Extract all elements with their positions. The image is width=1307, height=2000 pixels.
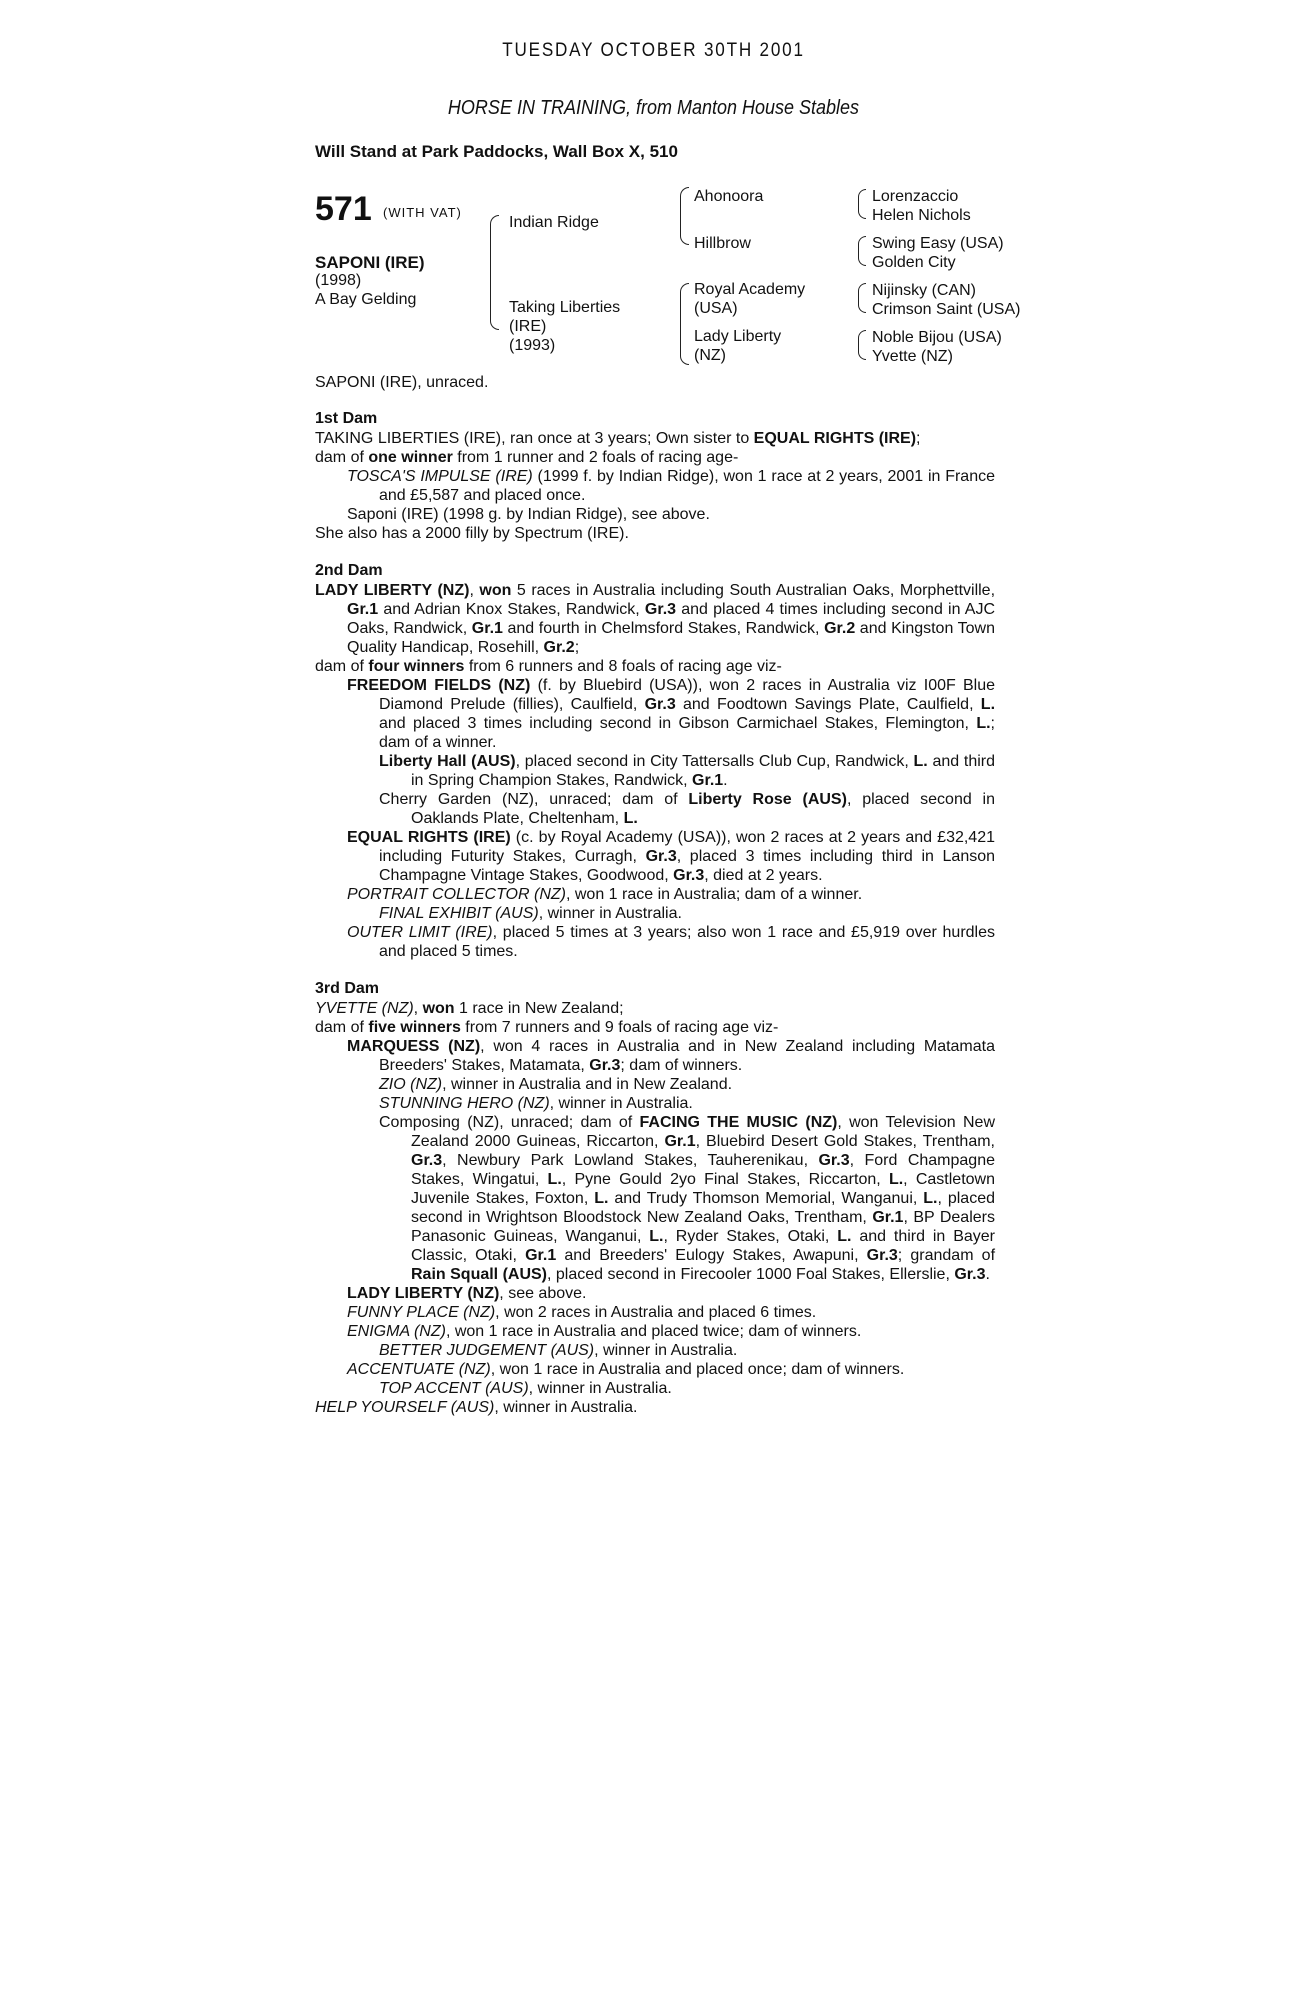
lot-subtitle: HORSE IN TRAINING, from Manton House Stables	[447, 97, 860, 119]
first-dam-heading: 1st Dam	[315, 410, 378, 427]
pedigree-dam: Taking Liberties (IRE) (1993)	[509, 299, 621, 354]
horse-name: SAPONI (IRE)	[315, 253, 425, 272]
third-dam-text: YVETTE (NZ), won 1 race in New Zealand; dam of five winners from 7 runners and 9 foals of racing age viz- MARQUESS (NZ), won 4 races in Australia and in New Zealand including Matamata Breeders' Stakes, Matamata, Gr.3; dam of winners. ZIO (NZ), winner in Australia and in New Zealand. STUNNING HERO (NZ), winner in Australia. Composing (NZ), unraced; dam of FACING THE MUSIC (NZ), won Television New Zealand 2000 Guineas, Riccarton, Gr.1, Bluebird Desert Gold Stakes, Trentham, Gr.3, Newbury Park Lowland Stakes, Tauherenikau, Gr.3, Ford Champagne Stakes, Wingatui, L., Pyne Gould 2yo Final Stakes, Riccarton, L., Castletown Juvenile Stakes, Foxton, L. and Trudy Thomson Memorial, Wanganui, L., placed second in Wrightson Bloodstock New Zealand Oaks, Trentham, Gr.1, BP Dealers Panasonic Guineas, Wanganui, L., Ryder Stakes, Otaki, L. and third in Bayer Classic, Otaki, Gr.1 and Breeders' Eulogy Stakes, Awapuni, Gr.3; grandam of Rain Squall (AUS), placed second in Firecooler 1000 Foal Stakes, Ellerslie, Gr.3. LADY LIBERTY (NZ), see above. FUNNY PLACE (NZ), won 2 races in Australia and placed 6 times. ENIGMA (NZ), won 1 race in Australia and placed twice; dam of winners. BETTER JUDGEMENT (AUS), winner in Australia. ACCENTUATE (NZ), won 1 race in Australia and placed once; dam of winners. TOP ACCENT (AUS), winner in Australia. HELP YOURSELF (AUS), winner in Australia.	[315, 1000, 996, 1416]
pedigree-brace-g4	[858, 330, 866, 360]
second-dam-text: LADY LIBERTY (NZ), won 5 races in Australia including South Australian Oaks, Morphettville, Gr.1 and Adrian Knox Stakes, Randwick, Gr.3 and placed 4 times including second in AJC Oaks, Randwick, Gr.1 and fourth in Chelmsford Stakes, Randwick, Gr.2 and Kingston Town Quality Handicap, Rosehill, Gr.2; dam of four winners from 6 runners and 8 foals of racing age viz- FREEDOM FIELDS (NZ) (f. by Bluebird (USA)), won 2 races in Australia viz I00F Blue Diamond Prelude (fillies), Caulfield, Gr.3 and Foodtown Savings Plate, Caulfield, L. and placed 3 times including second in Gibson Carmichael Stakes, Flemington, L.; dam of a winner. Liberty Hall (AUS), placed second in City Tattersalls Club Cup, Randwick, L. and third in Spring Champion Stakes, Randwick, Gr.1. Cherry Garden (NZ), unraced; dam of Liberty Rose (AUS), placed second in Oaklands Plate, Cheltenham, L. EQUAL RIGHTS (IRE) (c. by Royal Academy (USA)), won 2 races at 2 years and £32,421 including Futurity Stakes, Curragh, Gr.3, placed 3 times including third in Lanson Champagne Vintage Stakes, Goodwood, Gr.3, died at 2 years. PORTRAIT COLLECTOR (NZ), won 1 race in Australia; dam of a winner. FINAL EXHIBIT (AUS), winner in Australia. OUTER LIMIT (IRE), placed 5 times at 3 years; also won 1 race and £5,919 over hurdles and placed 5 times.	[315, 582, 996, 960]
pedigree-sire-dam: Hillbrow	[694, 235, 751, 252]
pedigree-g2: Helen Nichols	[872, 207, 971, 224]
stand-location: Will Stand at Park Paddocks, Wall Box X, 510	[315, 142, 678, 161]
second-dam-heading: 2nd Dam	[315, 562, 383, 579]
sale-date: TUESDAY OCTOBER 30TH 2001	[502, 40, 805, 61]
pedigree-brace-g2	[858, 236, 866, 266]
first-dam-text: TAKING LIBERTIES (IRE), ran once at 3 years; Own sister to EQUAL RIGHTS (IRE); dam of one winner from 1 runner and 2 foals of racing age- TOSCA'S IMPULSE (IRE) (1999 f. by Indian Ridge), won 1 race at 2 years, 2001 in France and £5,587 and placed once. Saponi (IRE) (1998 g. by Indian Ridge), see above. She also has a 2000 filly by Spectrum (IRE).	[315, 430, 995, 542]
pedigree-g8: Yvette (NZ)	[872, 348, 953, 365]
pedigree-brace-dam	[680, 283, 689, 365]
pedigree-g5: Nijinsky (CAN)	[872, 282, 976, 299]
horse-summary: SAPONI (IRE), unraced.	[315, 374, 489, 391]
pedigree-g6: Crimson Saint (USA)	[872, 301, 1021, 318]
horse-description: A Bay Gelding	[315, 291, 417, 308]
pedigree-brace-sire	[680, 187, 689, 245]
pedigree-g1: Lorenzaccio	[872, 188, 959, 205]
pedigree-sire: Indian Ridge	[509, 214, 599, 231]
lot-number: 571	[315, 190, 372, 228]
pedigree-brace-main	[490, 215, 499, 330]
third-dam-heading: 3rd Dam	[315, 980, 380, 997]
pedigree-brace-g3	[858, 283, 866, 313]
pedigree-g3: Swing Easy (USA)	[872, 235, 1004, 252]
vat-note: (WITH VAT)	[383, 205, 462, 220]
pedigree-g7: Noble Bijou (USA)	[872, 329, 1002, 346]
pedigree-g4: Golden City	[872, 254, 956, 271]
pedigree-sire-sire: Ahonoora	[694, 188, 764, 205]
horse-year: (1998)	[315, 272, 362, 289]
pedigree-dam-sire: Royal Academy (USA)	[694, 281, 806, 317]
pedigree-brace-g1	[858, 189, 866, 219]
pedigree-dam-dam: Lady Liberty (NZ)	[694, 328, 782, 364]
